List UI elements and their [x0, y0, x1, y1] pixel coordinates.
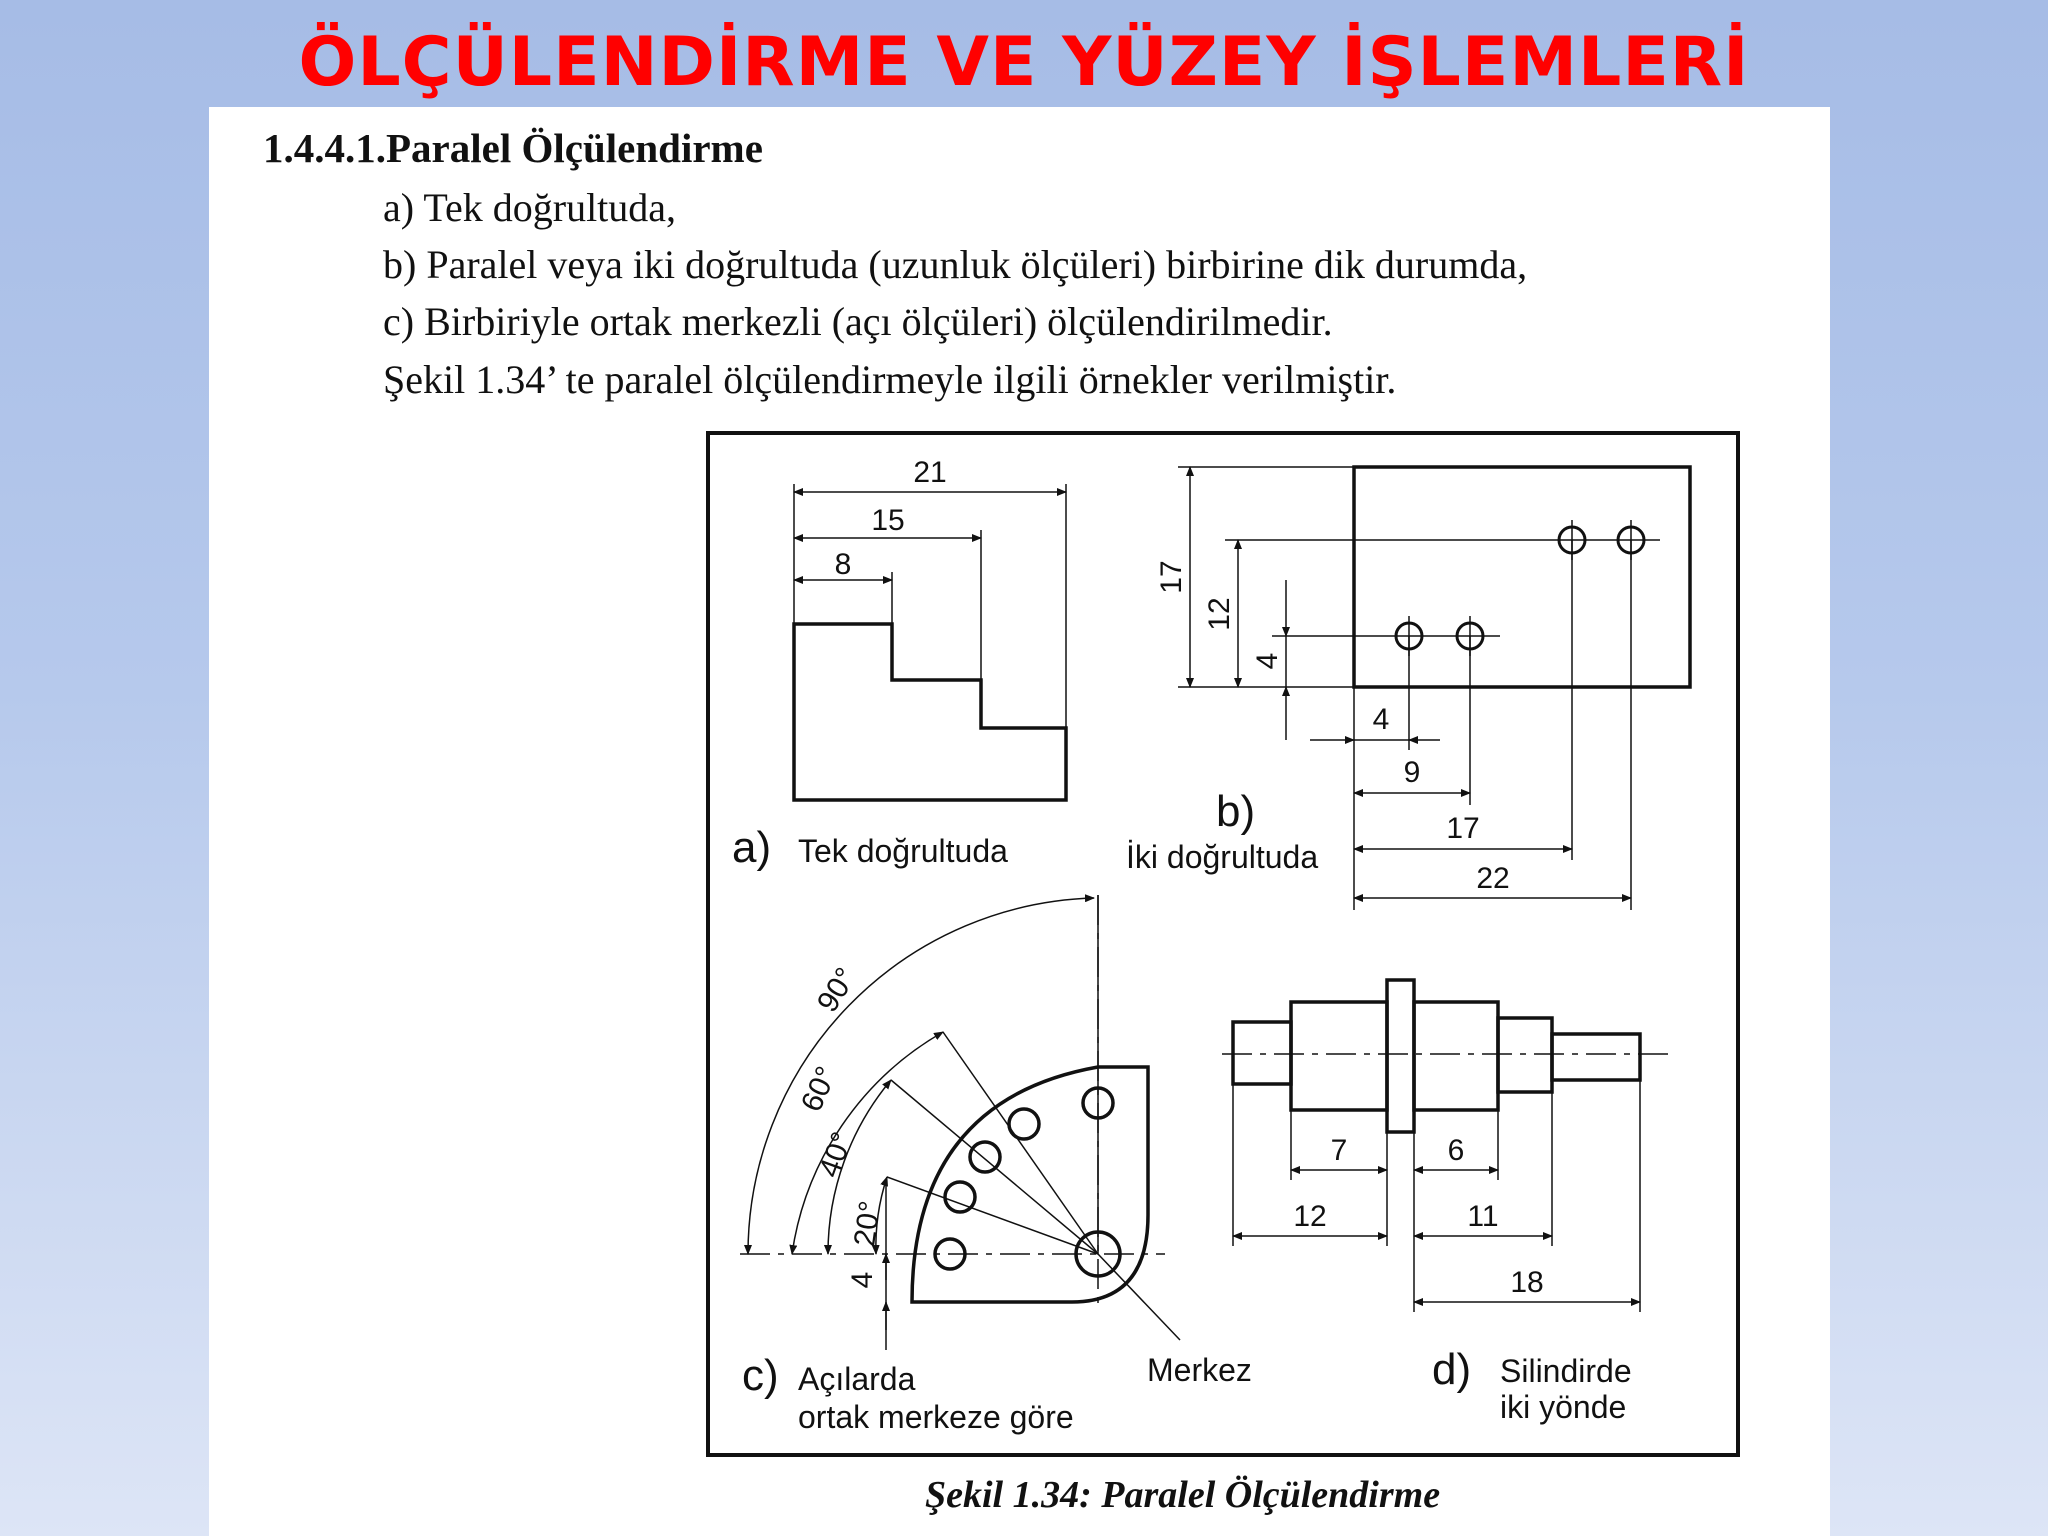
dim-b-12-vertical: 12: [1203, 597, 1236, 631]
dim-b-22-horizontal: 22: [1476, 862, 1510, 895]
panel-a-letter: a): [732, 823, 772, 872]
angle-40: 40°: [812, 1127, 860, 1182]
panel-b-letter: b): [1216, 787, 1256, 836]
panel-c-drawing: [740, 895, 1180, 1350]
dim-d-6: 6: [1447, 1134, 1465, 1167]
panel-a-drawing: [794, 484, 1066, 800]
figure-reference-line: Şekil 1.34’ te paralel ölçülendirmeyle ilgili örnekler verilmiştir.: [383, 357, 1397, 402]
list-item-c: c) Birbiriyle ortak merkezli (açı ölçüleri) ölçülendirilmedir.: [383, 299, 1333, 344]
dim-a-15: 15: [871, 504, 905, 537]
angle-60: 60°: [795, 1061, 844, 1117]
dim-a-21: 21: [913, 456, 947, 489]
dim-d-12: 12: [1293, 1200, 1327, 1233]
angle-90: 90°: [810, 961, 863, 1018]
panel-c-letter: c): [742, 1351, 779, 1400]
dim-b-17-horizontal: 17: [1446, 812, 1480, 845]
list-item-b: b) Paralel veya iki doğrultuda (uzunluk ölçüleri) birbirine dik durumda,: [383, 242, 1528, 287]
list-item-a: a) Tek doğrultuda,: [383, 185, 677, 230]
panel-d-letter: d): [1432, 1345, 1472, 1394]
panel-d-label-line2: iki yönde: [1500, 1389, 1627, 1425]
panel-c-label-line1: Açılarda: [798, 1361, 916, 1397]
panel-c-label-line2: ortak merkeze göre: [798, 1399, 1074, 1435]
dim-b-4-vertical: 4: [1251, 652, 1284, 670]
dim-d-18: 18: [1510, 1266, 1544, 1299]
panel-a-label: Tek doğrultuda: [798, 833, 1008, 869]
section-heading: 1.4.4.1.Paralel Ölçülendirme: [263, 125, 763, 171]
slide-title: ÖLÇÜLENDİRME VE YÜZEY İŞLEMLERİ: [298, 23, 1750, 102]
dim-d-11: 11: [1467, 1200, 1499, 1233]
figure-caption: Şekil 1.34: Paralel Ölçülendirme: [925, 1474, 1441, 1516]
panel-d-label-line1: Silindirde: [1500, 1353, 1632, 1389]
dim-b-4-horizontal: 4: [1372, 703, 1390, 736]
dim-a-8: 8: [834, 548, 852, 581]
dim-d-7: 7: [1330, 1134, 1348, 1167]
panel-c-center-label: Merkez: [1147, 1352, 1252, 1388]
dim-b-9-horizontal: 9: [1403, 756, 1421, 789]
dim-b-17-vertical: 17: [1155, 560, 1188, 594]
dim-c-offset-4: 4: [846, 1271, 879, 1289]
panel-b-label: İki doğrultuda: [1126, 839, 1319, 875]
angle-20: 20°: [848, 1198, 888, 1249]
